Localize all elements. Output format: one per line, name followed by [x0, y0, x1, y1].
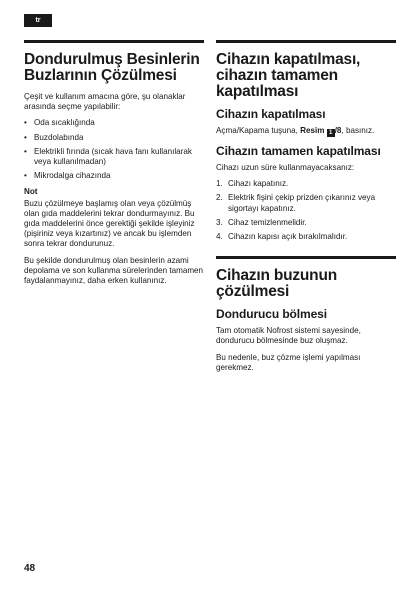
section-rule: [24, 40, 204, 43]
bullet-icon: •: [24, 118, 27, 128]
nofrost-text: Tam otomatik Nofrost sistemi sayesinde, dondurucu bölmesinde buz oluşmaz.: [216, 326, 361, 346]
language-tab: tr: [24, 14, 52, 27]
defrosting-food-title: Dondurulmuş Besinlerin Buzlarının Çözülmesi: [24, 51, 200, 84]
right-column: [216, 40, 396, 379]
full-switch-off-subtitle: Cihazın tamamen kapatılması: [216, 144, 381, 158]
list-item: 3. Cihaz temizlenmelidir.: [216, 217, 307, 227]
section-rule: [216, 40, 396, 43]
list-item: • Oda sıcaklığında: [24, 118, 95, 128]
list-item: • Elektrikli fırında (sıcak hava fanı kullanılarak veya kullanılmadan): [24, 146, 192, 167]
bullet-icon: •: [24, 146, 27, 156]
defrost-options-list: [24, 118, 204, 181]
list-item: 2. Elektrik fişini çekip prizden çıkarınız veya sigortayı kapatınız.: [216, 193, 376, 213]
bullet-icon: •: [24, 171, 27, 181]
page-number: 48: [24, 563, 36, 574]
bullet-icon: •: [24, 132, 27, 142]
freezer-compartment-subtitle: Dondurucu bölmesi: [216, 307, 327, 322]
left-column: [24, 40, 204, 292]
defrost-appliance-title: Cihazın buzunun çözülmesi: [216, 267, 337, 301]
note-text: Buzu çözülmeye başlamış olan veya çözülmüş olan gıda maddelerini tekrar dondurmayınız. Bu gıda maddelerini önce gerektiği şekilde işleyiniz (pişiriniz veya kızartınız) ve ancak bu işlemden sonra tekrar dondurunuz.: [24, 198, 195, 249]
list-item: 1. Cihazı kapatınız.: [216, 179, 289, 189]
switch-off-instruction: Açma/Kapama tuşuna, Resim 1 /8, basınız.: [216, 126, 375, 136]
switch-off-steps: [216, 179, 396, 242]
section-rule: [216, 256, 396, 259]
storage-advice: Bu şekilde dondurulmuş olan besinlerin azami depolama ve son kullanma sürelerinden tamamen faydalanmayınız, daha erken kullanınız.: [24, 255, 204, 286]
switch-off-subtitle: Cihazın kapatılması: [216, 107, 326, 121]
defrost-intro: Çeşit ve kullanım amacına göre, şu olanaklar arasında seçme yapılabilir:: [24, 92, 186, 112]
switch-off-title: Cihazın kapatılması, cihazın tamamen kapatılması: [216, 51, 361, 100]
note-heading: Not: [24, 187, 38, 197]
figure-number-icon: 1: [327, 129, 335, 137]
no-defrost-needed-text: Bu nedenle, buz çözme işlemi yapılması gerekmez.: [216, 352, 361, 372]
list-item: 4. Cihazın kapısı açık bırakılmalıdır.: [216, 232, 348, 242]
list-item: • Buzdolabında: [24, 132, 84, 142]
full-switch-off-intro: Cihazı uzun süre kullanmayacaksanız:: [216, 163, 355, 172]
list-item: • Mikrodalga cihazında: [24, 171, 111, 181]
